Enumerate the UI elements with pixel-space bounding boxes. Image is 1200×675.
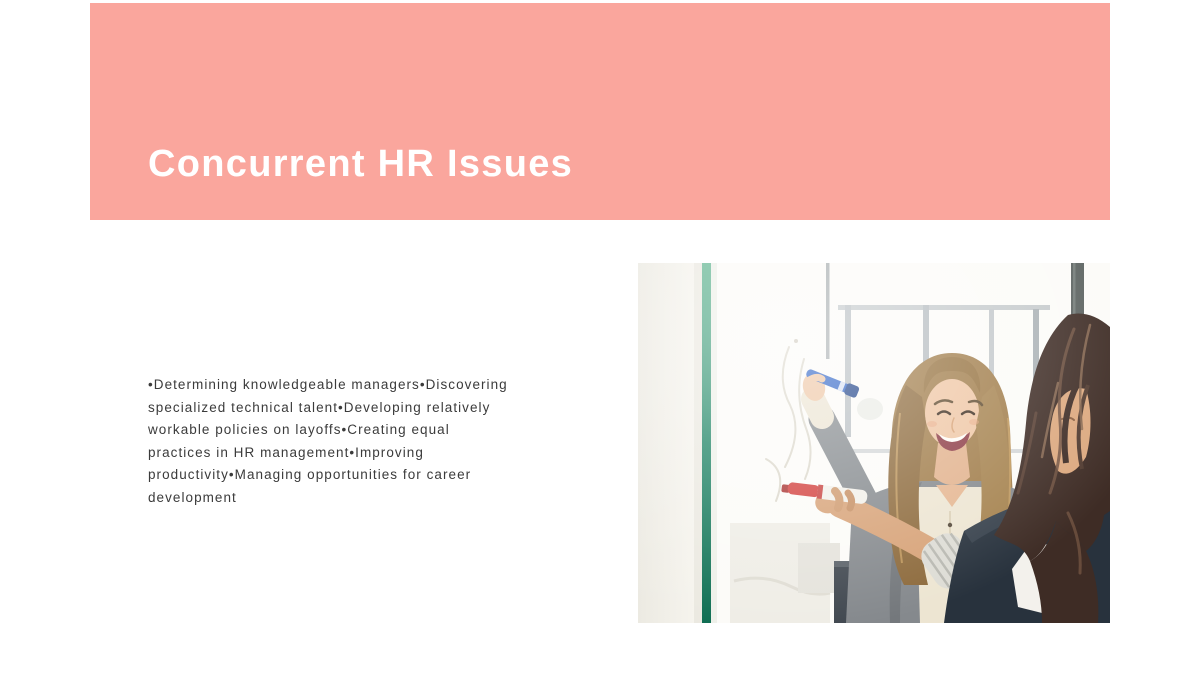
whiteboard-photo-illustration <box>638 263 1110 623</box>
body-line: specialized technical talent•Developing relatively <box>148 399 491 415</box>
slide-title: Concurrent HR Issues <box>148 143 574 185</box>
whiteboard-photo <box>638 263 1110 623</box>
body-line: workable policies on layoffs•Creating equal <box>148 422 450 438</box>
body-line: development <box>148 489 237 505</box>
body-line: •Determining knowledgeable managers•Discovering <box>148 377 508 392</box>
body-line: productivity•Managing opportunities for career <box>148 467 472 483</box>
slide-body-paragraph <box>148 374 568 510</box>
body-line: practices in HR management•Improving <box>148 444 424 460</box>
title-banner <box>90 3 1110 220</box>
light-glow-overlay <box>638 263 1110 623</box>
